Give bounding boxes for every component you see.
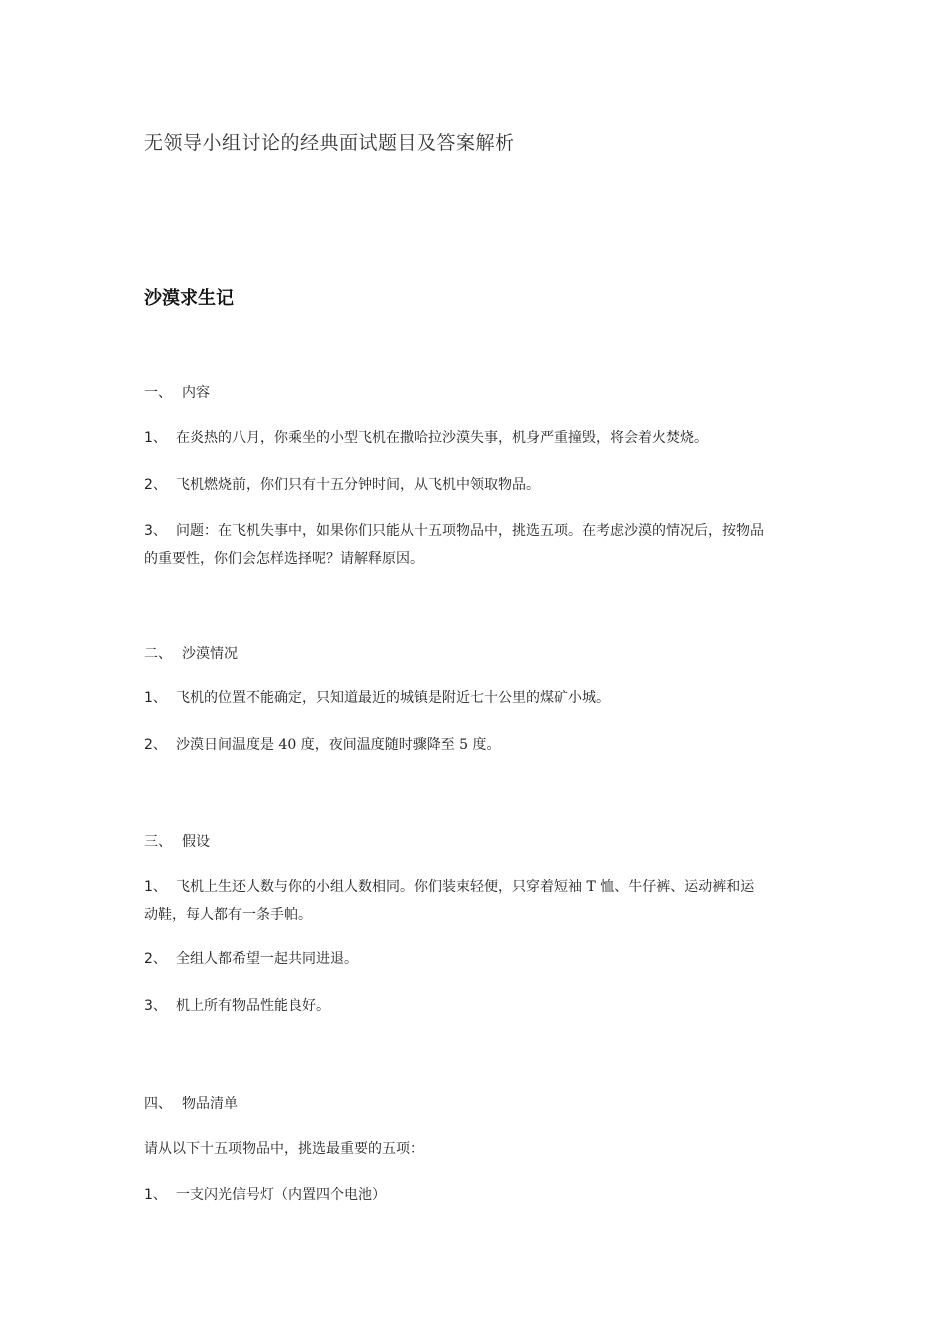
section-title: 假设	[182, 834, 210, 850]
section-title: 物品清单	[182, 1096, 238, 1112]
section-heading-item-list	[144, 1093, 238, 1113]
list-item: 1、 飞机上生还人数与你的小组人数相同。你们装束轻便，只穿着短袖 T 恤、牛仔裤、运动裤和运 动鞋，每人都有一条手帕。	[144, 879, 755, 923]
document-title: 无领导小组讨论的经典面试题目及答案解析	[144, 132, 515, 154]
list-item: 3、 问题：在飞机失事中，如果你们只能从十五项物品中，挑选五项。在考虑沙漠的情况后，按物品 的重要性，你们会怎样选择呢？请解释原因。	[144, 523, 764, 567]
section-heading-assumptions	[144, 831, 210, 851]
list-item: 1、 一支闪光信号灯（内置四个电池）	[144, 1187, 386, 1203]
section-number: 二、	[144, 646, 172, 662]
document-subtitle: 沙漠求生记	[144, 288, 234, 309]
section-number: 三、	[144, 834, 172, 850]
section-heading-desert	[144, 643, 238, 663]
list-item: 2、 全组人都希望一起共同进退。	[144, 951, 358, 967]
list-item: 1、 在炎热的八月，你乘坐的小型飞机在撒哈拉沙漠失事，机身严重撞毁，将会着火焚烧。	[144, 430, 708, 446]
list-item: 3、 机上所有物品性能良好。	[144, 998, 330, 1014]
section-number: 一、	[144, 385, 172, 401]
section-title: 沙漠情况	[182, 646, 238, 662]
section-title: 内容	[182, 385, 210, 401]
section-number: 四、	[144, 1096, 172, 1112]
list-item: 2、 沙漠日间温度是 40 度，夜间温度随时骤降至 5 度。	[144, 737, 501, 753]
list-item: 1、 飞机的位置不能确定，只知道最近的城镇是附近七十公里的煤矿小城。	[144, 690, 610, 706]
list-item: 2、 飞机燃烧前，你们只有十五分钟时间，从飞机中领取物品。	[144, 477, 540, 493]
section-intro: 请从以下十五项物品中，挑选最重要的五项：	[144, 1141, 424, 1157]
section-heading-content	[144, 382, 210, 402]
